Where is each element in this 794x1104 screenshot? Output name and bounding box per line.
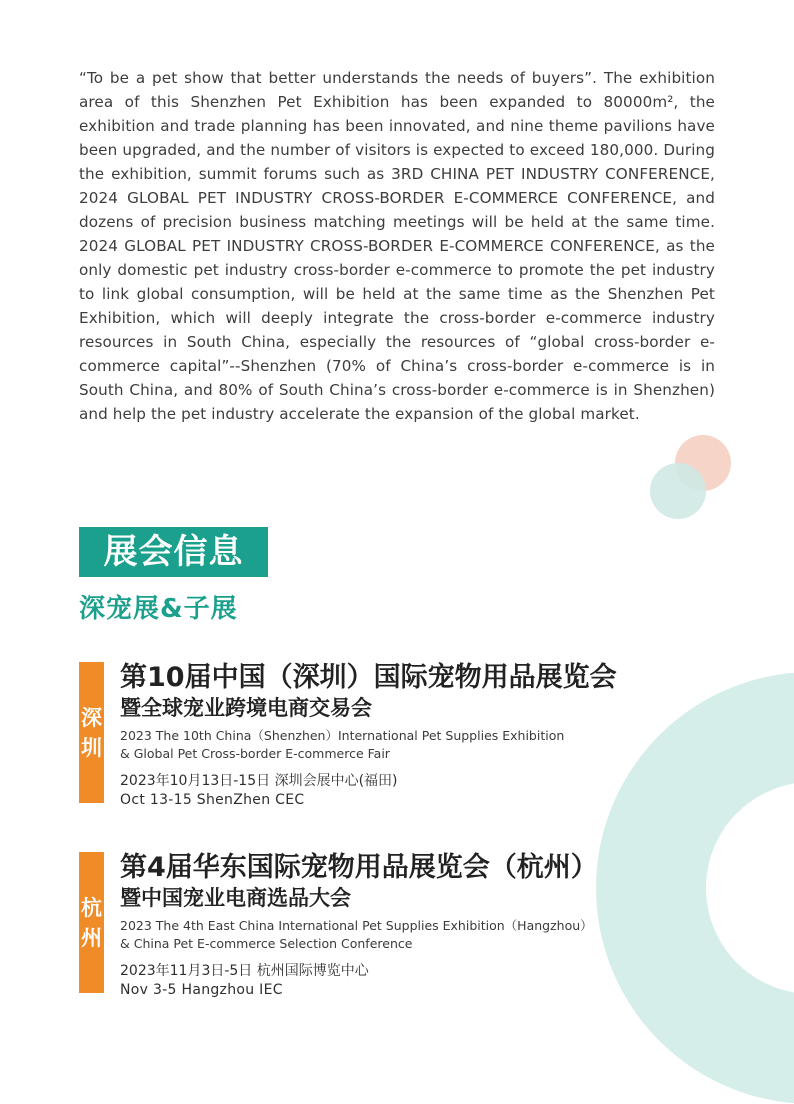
- city-char: 深: [81, 705, 102, 730]
- section-subtitle: 深宠展&子展: [79, 594, 238, 624]
- exhibition-shenzhen: [120, 661, 720, 810]
- exhibition-date-en: Nov 3-5 Hangzhou IEC: [120, 982, 283, 998]
- city-tag-hangzhou: [79, 852, 104, 993]
- exhibition-date-cn: 2023年10月13日-15日 深圳会展中心(福田): [120, 773, 398, 789]
- city-char: 圳: [81, 735, 102, 760]
- decorative-teal-circle: [650, 463, 706, 519]
- exhibition-title-en-line-2: & China Pet E-commerce Selection Conference: [120, 936, 413, 951]
- exhibition-title-en: [120, 727, 720, 763]
- exhibition-title-en: [120, 917, 720, 953]
- exhibition-subtitle-cn: 暨中国宠业电商选品大会: [120, 886, 351, 910]
- exhibition-hangzhou: [120, 851, 720, 1000]
- exhibition-title-cn: 第4届华东国际宠物用品展览会（杭州）: [120, 852, 598, 883]
- intro-paragraph: “To be a pet show that better understands the needs of buyers”. The exhibition area of this Shenzhen Pet Exhibition has been expanded to 80000m², the exhibition and trade planning has been innovated, and nine theme pavilions have been upgraded, and the number of visitors is expected to exceed 180,000. During the exhibition, summit forums such as 3RD CHINA PET INDUSTRY CONFERENCE, 2024 GLOBAL PET INDUSTRY CROSS-BORDER E-COMMERCE CONFERENCE, and dozens of precision business matching meetings will be held at the same time. 2024 GLOBAL PET INDUSTRY CROSS-BORDER E-COMMERCE CONFERENCE, as the only domestic pet industry cross-border e-commerce to promote the pet industry to link global consumption, will be held at the same time as the Shenzhen Pet Exhibition, which will deeply integrate the cross-border e-commerce industry resources in South China, especially the resources of “global cross-border e-commerce capital”--Shenzhen (70% of China’s cross-border e-commerce is in South China, and 80% of South China’s cross-border e-commerce is in Shenzhen) and help the pet industry accelerate the expansion of the global market.: [79, 69, 715, 423]
- exhibition-title-cn: 第10届中国（深圳）国际宠物用品展览会: [120, 662, 617, 693]
- exhibition-date-cn: 2023年11月3日-5日 杭州国际博览中心: [120, 963, 369, 979]
- section-title-banner: 展会信息: [79, 527, 268, 577]
- exhibition-date-en: Oct 13-15 ShenZhen CEC: [120, 792, 305, 808]
- exhibition-title-en-line-1: 2023 The 4th East China International Pet Supplies Exhibition（Hangzhou）: [120, 918, 593, 933]
- city-char: 杭: [81, 895, 102, 920]
- city-tag-shenzhen: [79, 662, 104, 803]
- city-char: 州: [81, 925, 102, 950]
- exhibition-title-en-line-2: & Global Pet Cross-border E-commerce Fair: [120, 746, 390, 761]
- exhibition-subtitle-cn: 暨全球宠业跨境电商交易会: [120, 696, 372, 720]
- exhibition-title-en-line-1: 2023 The 10th China（Shenzhen）International Pet Supplies Exhibition: [120, 728, 565, 743]
